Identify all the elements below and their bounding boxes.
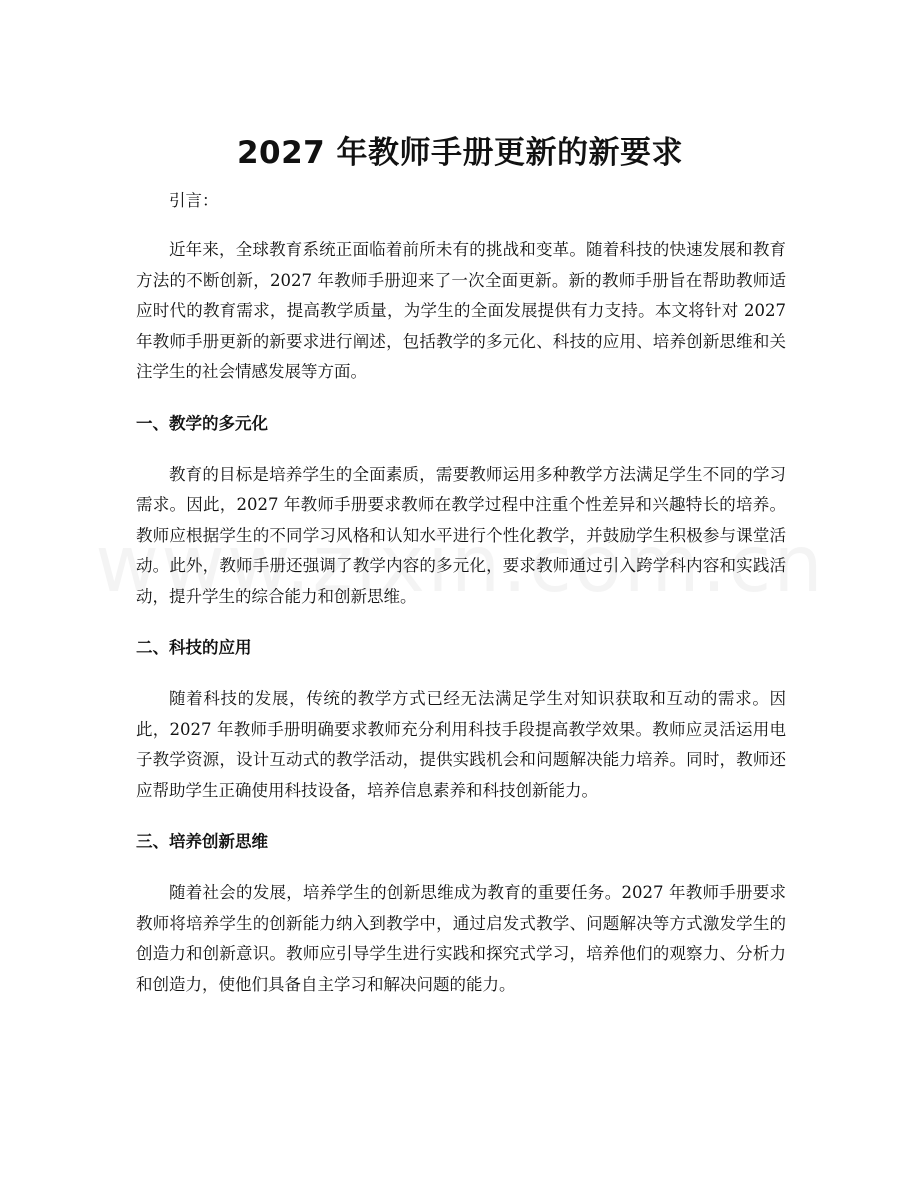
section-paragraph-diversification: 教育的目标是培养学生的全面素质，需要教师运用多种教学方法满足学生不同的学习需求。因此，2027 年教师手册要求教师在教学过程中注重个性差异和兴趣特长的培养。教师应根据学生的不同学习风格和认知水平进行个性化教学，并鼓励学生积极参与课堂活动。此外，教师手册还强调了教学内容的多元化，要求教师通过引入跨学科内容和实践活动，提升学生的综合能力和创新思维。 [136, 464, 786, 606]
document-title: 2027 年教师手册更新的新要求 [236, 134, 684, 171]
intro-label: 引言： [169, 191, 219, 210]
section-heading-diversification: 一、教学的多元化 [136, 413, 268, 433]
section-paragraph-technology: 随着科技的发展，传统的教学方式已经无法满足学生对知识获取和互动的需求。因此，2027 年教师手册明确要求教师充分利用科技手段提高教学效果。教师应灵活运用电子教学资源，设计互动式的教学活动，提供实践机会和问题解决能力培养。同时，教师还应帮助学生正确使用科技设备，培养信息素养和科技创新能力。 [136, 689, 786, 800]
section-heading-innovation: 三、培养创新思维 [136, 832, 268, 851]
document-body [136, 186, 786, 1021]
intro-paragraph: 近年来，全球教育系统正面临着前所未有的挑战和变革。随着科技的快速发展和教育方法的不断创新，2027 年教师手册迎来了一次全面更新。新的教师手册旨在帮助教师适应时代的教育需求，提高教学质量，为学生的全面发展提供有力支持。本文将针对 2027 年教师手册更新的新要求进行阐述，包括教学的多元化、科技的应用、培养创新思维和关注学生的社会情感发展等方面。 [136, 240, 786, 381]
section-paragraph-innovation: 随着社会的发展，培养学生的创新思维成为教育的重要任务。2027 年教师手册要求教师将培养学生的创新能力纳入到教学中，通过启发式教学、问题解决等方式激发学生的创造力和创新意识。教师应引导学生进行实践和探究式学习，培养他们的观察力、分析力和创造力，使他们具备自主学习和解决问题的能力。 [136, 883, 786, 994]
section-heading-technology: 二、科技的应用 [136, 638, 252, 657]
